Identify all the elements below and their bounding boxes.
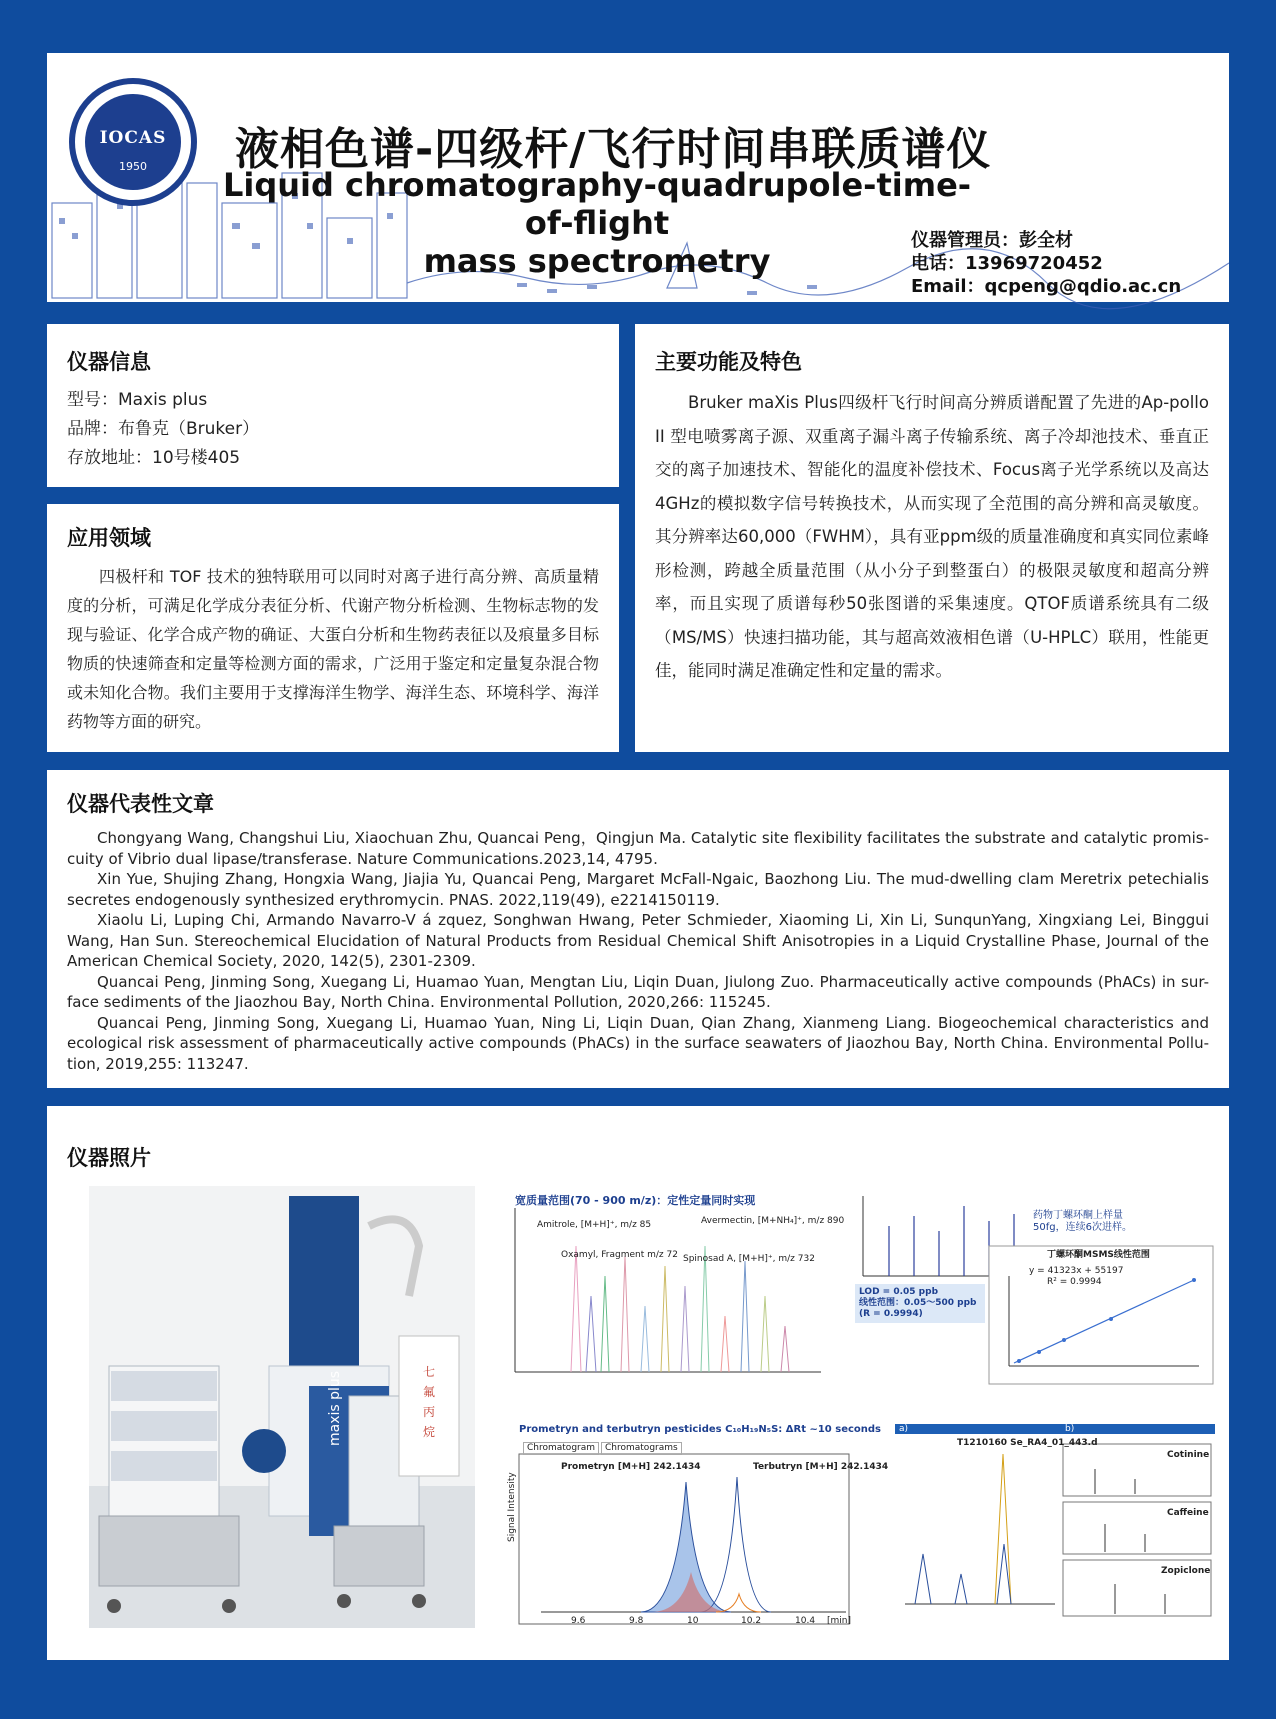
location: 存放地址：10号楼405 bbox=[67, 448, 241, 468]
svg-text:氟: 氟 bbox=[422, 1385, 436, 1399]
fig4-cotinine: Cotinine bbox=[1167, 1450, 1210, 1460]
paper-item: Quancai Peng, Jinming Song, Xuegang Li, Huamao Yuan, Ning Li, Liqin Duan, Qian Zhang, Xianmeng Liang. Biogeochemical characteristics and ecological risk assessment of pharmaceutically active compounds (PhACs) in the surface seawaters of Jiaozhou Bay, North China. Environmental Pollu-tion, 2019,255: 113247. bbox=[67, 1013, 1209, 1073]
instrument-illustration bbox=[89, 1186, 475, 1628]
papers-panel bbox=[47, 770, 1229, 1088]
model: 型号：Maxis plus bbox=[67, 390, 208, 410]
brand: 品牌：布鲁克（Bruker） bbox=[67, 419, 260, 439]
logo-text: IOCAS bbox=[99, 128, 167, 148]
features-text: Bruker maXis Plus四级杆飞行时间高分辨质谱配置了先进的Ap-pollo II 型电喷雾离子源、双重离子漏斗离子传输系统、离子冷却池技术、垂直正交的离子加速技术、智能化的温度补偿技术、Focus离子光学系统以及高达4GHz的模拟数字信号转换技术，从而实现了全范围的高分辨和高灵敏度。其分辨率达60,000（FWHM），具有亚ppm级的质量准确度和真实同位素峰形检测，跨越全质量范围（从小分子到整蛋白）的极限灵敏度和超高分辨率，而且实现了质谱每秒50张图谱的采集速度。QTOF质谱系统具有二级（MS/MS）快速扫描功能，其与超高效液相色谱（U-HPLC）联用，性能更佳，能同时满足准确定性和定量的需求。 bbox=[655, 393, 1209, 680]
fig1-label-avermectin: Avermectin, [M+NH₄]⁺, m/z 890 bbox=[701, 1216, 845, 1226]
fig2-r: (R = 0.9994) bbox=[859, 1309, 923, 1319]
photos-heading: 仪器照片 bbox=[67, 1146, 151, 1170]
fig2-range: 线性范围：0.05～500 ppb bbox=[859, 1298, 977, 1308]
svg-text:七: 七 bbox=[422, 1365, 436, 1379]
fig3-xtick: 10.4 bbox=[795, 1616, 816, 1626]
fig3-xtick: 9.8 bbox=[629, 1616, 644, 1626]
info-heading: 仪器信息 bbox=[67, 350, 151, 374]
fig4-title: T1210160 Se_RA4_01_443.d bbox=[957, 1438, 1098, 1448]
phone-number: 电话：13969720452 bbox=[911, 253, 1103, 274]
fig3-title: Prometryn and terbutryn pesticides C₁₀H₁₉N₅S: ΔRt ~10 seconds bbox=[519, 1424, 882, 1435]
paper-item: Quancai Peng, Jinming Song, Xuegang Li, Huamao Yuan, Mengtan Liu, Liqin Duan, Jiulong Zuo. Pharmaceutically active compounds (PhACs) in sur-face sediments of the Jiaozhou Bay, North China. Environmental Pollution, 2020,266: 115245. bbox=[67, 972, 1209, 1011]
fig3-ylabel: Signal Intensity bbox=[507, 1472, 517, 1542]
page-title-en bbox=[207, 166, 987, 280]
fig2-lod-box bbox=[855, 1284, 985, 1323]
fig4-panel-b: b) bbox=[1065, 1424, 1075, 1434]
manager-name: 仪器管理员：彭全材 bbox=[911, 230, 1073, 251]
instrument-brand-text: maxis plus bbox=[327, 1370, 343, 1446]
fig4-zopiclone: Zopiclone bbox=[1161, 1566, 1211, 1576]
fig4-spectra bbox=[895, 1434, 1215, 1624]
contact-info bbox=[911, 229, 1181, 298]
fig3-xtick: 10 bbox=[687, 1616, 699, 1626]
instrument-photo bbox=[89, 1186, 475, 1628]
fig1-label-spinosad: Spinosad A, [M+H]⁺, m/z 732 bbox=[683, 1254, 815, 1264]
svg-text:烷: 烷 bbox=[422, 1425, 436, 1439]
features-heading: 主要功能及特色 bbox=[655, 350, 802, 374]
title-en-line1: Liquid chromatography-quadrupole-time-of-flight bbox=[222, 166, 972, 242]
svg-text:丙: 丙 bbox=[422, 1405, 436, 1419]
fig4-caffeine: Caffeine bbox=[1167, 1508, 1209, 1518]
fig1-title: 宽质量范围(70 - 900 m/z)：定性定量同时实现 bbox=[515, 1194, 756, 1207]
fig1-label-oxamyl: Oxamyl, Fragment m/z 72 bbox=[561, 1250, 678, 1260]
fig3-tab-chromatograms[interactable]: Chromatograms bbox=[601, 1442, 682, 1455]
fig3-left-peak: Prometryn [M+H] 242.1434 bbox=[561, 1462, 701, 1472]
fig1-label-amitrole: Amitrole, [M+H]⁺, m/z 85 bbox=[537, 1220, 652, 1230]
paper-item: Xin Yue, Shujing Zhang, Hongxia Wang, Jiajia Yu, Quancai Peng, Margaret McFall-Ngaic, Baozhong Liu. The mud-dwelling clam Meretrix petechialis secretes endogenously synthesized erythromycin. PNAS. 2022,119(49), e2214150119. bbox=[67, 870, 1209, 909]
iocas-logo bbox=[69, 78, 197, 206]
paper-item: Chongyang Wang, Changshui Liu, Xiaochuan Zhu, Quancai Peng，Qingjun Ma. Catalytic site flexibility facilitates the substrate and catalytic promis-cuity of Vibrio dual lipase/transferase. Nature Communications.2023,14, 4795. bbox=[67, 829, 1209, 868]
fig4-panel-a: a) bbox=[899, 1424, 909, 1434]
features-panel bbox=[635, 324, 1229, 752]
figure-mass-range bbox=[501, 1186, 845, 1386]
logo-year: 1950 bbox=[119, 160, 147, 173]
fig3-xtick: 9.6 bbox=[571, 1616, 586, 1626]
fig2-lod: LOD = 0.05 ppb bbox=[859, 1287, 939, 1297]
title-en-line2: mass spectrometry bbox=[423, 242, 771, 280]
figure-linearity bbox=[849, 1186, 1215, 1386]
applications-heading: 应用领域 bbox=[67, 526, 151, 550]
applications-text: 四极杆和 TOF 技术的独特联用可以同时对离子进行高分辨、高质量精度的分析，可满足化学成分表征分析、代谢产物分析检测、生物标志物的发现与验证、化学合成产物的确证、大蛋白分析和生物药表征以及痕量多目标物质的快速筛查和定量等检测方面的需求，广泛用于鉴定和定量复杂混合物或未知化合物。我们主要用于支撑海洋生物学、海洋生态、环境科学、海洋药物等方面的研究。 bbox=[67, 567, 599, 731]
header-banner bbox=[47, 53, 1229, 302]
photos-panel bbox=[47, 1106, 1229, 1660]
fig2-equation: y = 41323x + 55197 bbox=[1029, 1266, 1124, 1276]
email-address[interactable]: Email：qcpeng@qdio.ac.cn bbox=[911, 276, 1182, 297]
fig3-tab-chromatogram[interactable]: Chromatogram bbox=[523, 1442, 599, 1455]
papers-heading: 仪器代表性文章 bbox=[67, 792, 214, 816]
paper-item: Xiaolu Li, Luping Chi, Armando Navarro-V á zquez, Songhwan Hwang, Peter Schmieder, Xiaoming Li, Xin Li, SunqunYang, Xingxiang Lei, Binggui Wang, Han Sun. Stereochemical Elucidation of Natural Products from Residual Chemical Shift Anisotropies in a Liquid Crystalline Phase, Journal of the American Chemical Society, 2020, 142(5), 2301-2309. bbox=[67, 911, 1209, 970]
figure-spectra bbox=[895, 1424, 1215, 1634]
fig2-r2: R² = 0.9994 bbox=[1047, 1277, 1102, 1287]
fig2-note: 药物丁螺环酮上样量50fg，连续6次进样。 bbox=[1033, 1210, 1132, 1233]
instrument-info-panel bbox=[47, 324, 619, 487]
fig3-xtick: [min] bbox=[827, 1616, 851, 1626]
fig2-inset-title: 丁螺环酮MSMS线性范围 bbox=[1047, 1250, 1150, 1260]
figure-pesticides bbox=[501, 1422, 889, 1630]
fig3-right-peak: Terbutryn [M+H] 242.1434 bbox=[753, 1462, 889, 1472]
applications-panel bbox=[47, 504, 619, 752]
page-title-cn: 液相色谱-四级杆/飞行时间串联质谱仪 bbox=[235, 124, 992, 175]
fig3-xtick: 10.2 bbox=[741, 1616, 762, 1626]
